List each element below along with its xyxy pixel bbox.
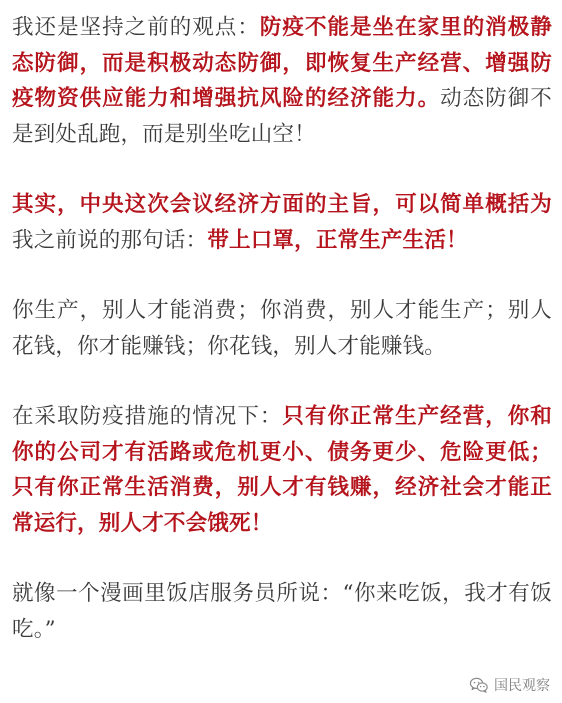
paragraph-1 xyxy=(12,10,552,152)
paragraph-3 xyxy=(12,293,552,364)
paragraph-4-highlight: 只有你正常生产经营，你和你的公司才有活路或危机更小、债务更少、危险更低；只有你正常生活消费，别人才有钱赚，经济社会才能正常运行，别人才不会饿死！ xyxy=(12,404,552,536)
paragraph-5 xyxy=(12,576,552,647)
paragraph-3-text: 你生产，别人才能消费；你消费，别人才能生产；别人花钱，你才能赚钱；你花钱，别人才能赚钱。 xyxy=(12,298,552,359)
paragraph-2-highlight-b: 带上口罩，正常生产生活！ xyxy=(207,227,468,253)
paragraph-2 xyxy=(12,187,552,258)
paragraph-2-text: 我之前说的那句话： xyxy=(12,227,208,253)
paragraph-4-text: 在采取防疫措施的情况下： xyxy=(12,404,283,429)
wechat-icon xyxy=(469,676,489,694)
paragraph-1-text-a: 我还是坚持之前的观点： xyxy=(12,15,260,40)
paragraph-2-highlight-a: 其实，中央这次会议经济方面的主旨，可以简单概括为 xyxy=(12,192,552,217)
article-body xyxy=(12,10,552,647)
paragraph-1-text-b: 动态防御不是到处乱跑，而是别坐吃山空！ xyxy=(12,86,552,147)
paragraph-4 xyxy=(12,399,552,541)
paragraph-5-text: 就像一个漫画里饭店服务员所说：“你来吃饭，我才有饭吃。” xyxy=(12,581,552,642)
watermark-label: 国民观察 xyxy=(494,678,550,694)
paragraph-1-highlight: 防疫不能是坐在家里的消极静态防御，而是积极动态防御，即恢复生产经营、增强防疫物资供应能力和增强抗风险的经济能力。 xyxy=(12,15,553,111)
account-watermark xyxy=(469,675,550,695)
